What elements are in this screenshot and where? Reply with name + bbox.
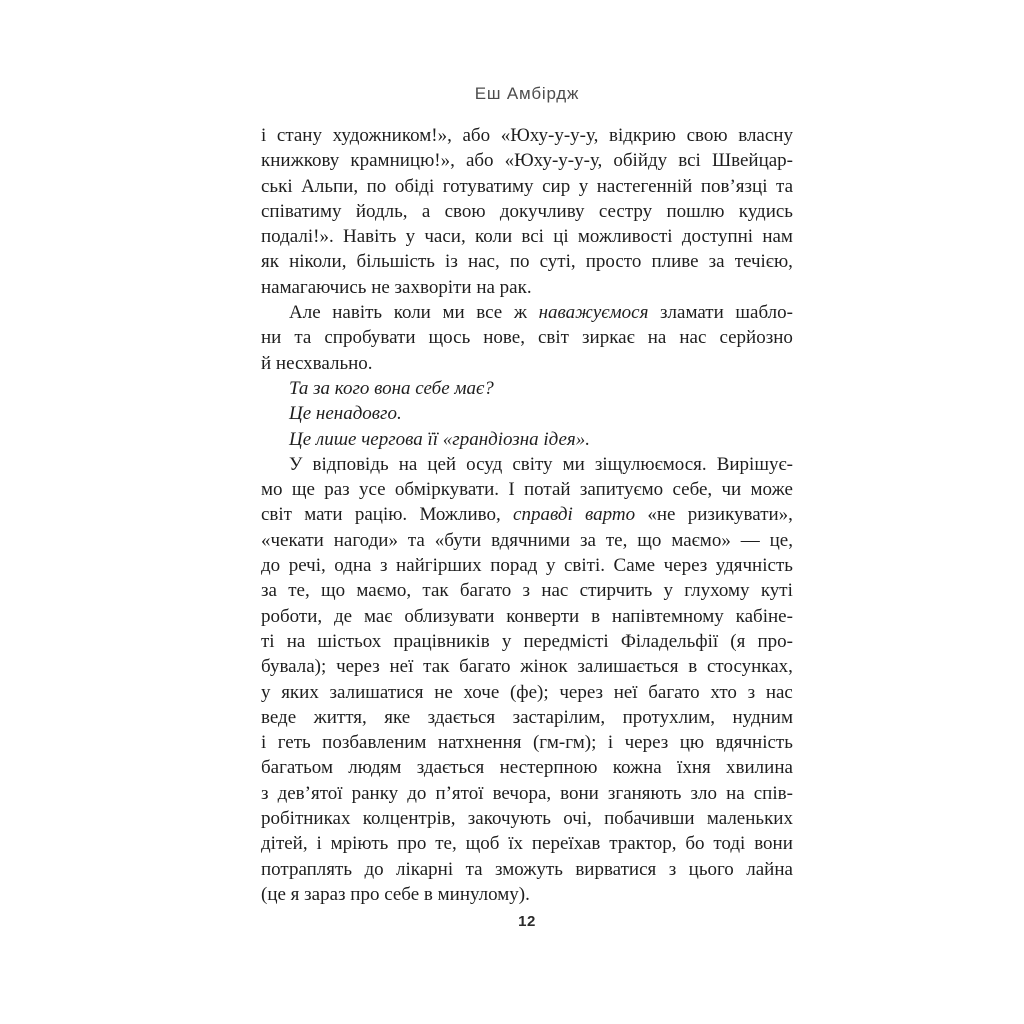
word: світ (261, 504, 292, 526)
word: застарілим, (512, 706, 606, 728)
word: співатиму (261, 200, 342, 222)
word: світі. (564, 555, 606, 577)
word: роботи, (261, 605, 323, 627)
word: в (591, 605, 601, 627)
word: що (320, 580, 346, 602)
text-line (261, 629, 793, 654)
word: мріють (330, 833, 389, 855)
word: з (522, 580, 531, 602)
word: себе, (672, 479, 713, 501)
word: бо (685, 833, 705, 855)
word: шістьох (317, 630, 382, 652)
paragraph (261, 376, 793, 401)
text-line (261, 351, 793, 376)
text-line (261, 376, 793, 401)
word: всі (678, 150, 701, 172)
word: а (421, 200, 431, 222)
word: можливості (577, 226, 673, 248)
word: нас (679, 327, 707, 349)
word: суті, (539, 251, 576, 273)
word: трактор, (609, 833, 677, 855)
word: Альпи, (301, 175, 359, 197)
word: може (750, 479, 793, 501)
word: веде (261, 706, 297, 728)
word: з (261, 782, 269, 804)
word: та (465, 858, 483, 880)
word: пливе (651, 251, 699, 273)
word: одна (334, 555, 372, 577)
paragraph (261, 427, 793, 452)
emphasized-word: наважуємося (538, 302, 649, 324)
emphasized-word: справді (513, 504, 573, 526)
word: коли (393, 302, 431, 324)
word: кожна (612, 757, 662, 779)
word: відкрию (608, 125, 676, 146)
word: вони (560, 782, 599, 804)
word: (фе); (509, 681, 549, 703)
word: речі, (288, 555, 326, 577)
body-text: намагаючись не захворіти на рак. (261, 276, 532, 298)
word: і (261, 732, 267, 754)
word: передмісті (523, 630, 609, 652)
emphasized-word: варто (585, 504, 636, 526)
word: здається (427, 706, 496, 728)
word: так (423, 656, 450, 678)
word: зламати (660, 302, 724, 324)
word: до (364, 858, 384, 880)
word: цю (679, 732, 705, 754)
word: ни (261, 327, 282, 349)
word: це, (769, 529, 793, 551)
word: позбавленим (322, 732, 427, 754)
word: шабло- (735, 302, 793, 324)
word: нудним (732, 706, 793, 728)
word: стосунках, (707, 656, 793, 678)
word: лікарні (396, 858, 454, 880)
word: найгірших (396, 555, 482, 577)
word: мо (261, 479, 283, 501)
word: неї (389, 656, 414, 678)
word: закочують (467, 808, 551, 830)
text-line (261, 755, 793, 780)
word: облизувати (404, 605, 495, 627)
word: пов’язці (700, 175, 768, 197)
word: просто (585, 251, 642, 273)
text-line (261, 654, 793, 679)
word: і (607, 732, 614, 754)
word: на (726, 782, 745, 804)
word: художником!», (332, 125, 452, 146)
word: по (509, 251, 530, 273)
word: свою (686, 125, 728, 146)
word: ризикувати», (687, 504, 793, 526)
text-line (261, 249, 793, 274)
word: у (261, 681, 271, 703)
word: де (334, 605, 353, 627)
word: настегенній (596, 175, 693, 197)
word: «Юху-у-у-у, (500, 125, 599, 146)
text-line (261, 401, 793, 426)
word: — (740, 529, 760, 551)
word: та (776, 175, 793, 197)
word: ж (513, 302, 527, 324)
word: робітниках (261, 808, 351, 830)
word: залишається (577, 656, 679, 678)
text-line (261, 528, 793, 553)
word: світу (512, 453, 553, 475)
word: удячність (715, 555, 793, 577)
word: життя, (313, 706, 367, 728)
word: зганяють (607, 782, 682, 804)
text-line (261, 806, 793, 831)
word: неї (613, 681, 638, 703)
word: глухому (684, 580, 750, 602)
word: вдячність (715, 732, 793, 754)
word: за (261, 580, 277, 602)
word: жінок (520, 656, 568, 678)
body-text: Це ненадовго. (289, 403, 402, 425)
word: коли (474, 226, 513, 248)
word: геть (277, 732, 311, 754)
word: (гм-гм); (532, 732, 597, 754)
word: вечора, (492, 782, 552, 804)
word: Філадельфії (620, 630, 719, 652)
word: світ (538, 327, 569, 349)
paragraph (261, 452, 793, 907)
paragraph (261, 123, 793, 300)
text-line (261, 199, 793, 224)
text-line (261, 857, 793, 882)
word: всі (521, 226, 544, 248)
word: ранку (351, 782, 399, 804)
text-line (261, 148, 793, 173)
word: часи, (424, 226, 466, 248)
word: цього (688, 858, 734, 880)
word: у (578, 175, 589, 197)
word: І (508, 479, 515, 501)
word: або (465, 150, 494, 172)
word: щоб (465, 833, 500, 855)
word: нагоди» (333, 529, 398, 551)
word: про (397, 833, 427, 855)
word: потраплять (261, 858, 352, 880)
word: книжкову (261, 150, 340, 172)
word: щось (428, 327, 471, 349)
word: стану (276, 125, 322, 146)
word: здається (416, 757, 485, 779)
text-line (261, 300, 793, 325)
word: запитуємо (579, 479, 664, 501)
word: «бути (434, 529, 482, 551)
word: кабіне- (735, 605, 793, 627)
word: нас, (467, 251, 500, 273)
word: натхнення (437, 732, 522, 754)
word: ці (553, 226, 569, 248)
word: сестру (598, 200, 653, 222)
word: у (501, 630, 512, 652)
word: йодль, (355, 200, 408, 222)
word: про- (757, 630, 793, 652)
body-text: (це я зараз про себе в минулому). (261, 883, 530, 905)
word: або (462, 125, 491, 146)
paragraph (261, 401, 793, 426)
word: доступні (681, 226, 754, 248)
text-line (261, 604, 793, 629)
word: потай (524, 479, 571, 501)
word: готуватиму (442, 175, 534, 197)
word: нове, (483, 327, 525, 349)
word: зможуть (494, 858, 563, 880)
word: багатьом (261, 757, 333, 779)
word: та (407, 529, 425, 551)
word: зіщулюємося. (594, 453, 707, 475)
word: У (289, 453, 303, 475)
word: хто (710, 681, 737, 703)
word: протухлим, (622, 706, 716, 728)
word: «не (647, 504, 676, 526)
word: в (688, 656, 698, 678)
word: хоче (463, 681, 500, 703)
word: ми (562, 453, 585, 475)
word: через (663, 555, 708, 577)
word: спробувати (324, 327, 416, 349)
page-number: 12 (518, 913, 536, 930)
word: рацію. (354, 504, 408, 526)
text-line (261, 325, 793, 350)
word: на (647, 327, 667, 349)
word: власну (738, 125, 793, 146)
text-line (261, 427, 793, 452)
word: конверти (506, 605, 580, 627)
word: Вирішує- (716, 453, 793, 475)
word: серйозно (719, 327, 793, 349)
word: течією, (734, 251, 793, 273)
word: по (366, 175, 387, 197)
word: куті (760, 580, 793, 602)
word: навіть (332, 302, 383, 324)
word: за (708, 251, 725, 273)
word: п’ятої (435, 782, 484, 804)
word: багато (459, 580, 512, 602)
word: нам (762, 226, 793, 248)
word: лайна (746, 858, 793, 880)
word: Але (289, 302, 321, 324)
word: до (261, 555, 281, 577)
word: кудись (738, 200, 793, 222)
word: Саме (613, 555, 656, 577)
word: зиркає (582, 327, 635, 349)
word: «Юху-у-у-у, (504, 150, 603, 172)
word: залишатися (329, 681, 424, 703)
word: більшість (356, 251, 435, 273)
word: маленьких (706, 808, 793, 830)
text-line (261, 174, 793, 199)
word: їхня (677, 757, 711, 779)
word: і (261, 125, 267, 146)
word: побачивши (604, 808, 695, 830)
word: Можливо, (419, 504, 501, 526)
text-line (261, 275, 793, 300)
word: порад (490, 555, 538, 577)
word: ські (261, 175, 293, 197)
word: Навіть (342, 226, 397, 248)
word: раз (324, 479, 350, 501)
word: до (407, 782, 427, 804)
word: «чекати (261, 529, 324, 551)
word: відповідь (312, 453, 389, 475)
word: докучливу (499, 200, 585, 222)
text-block (261, 123, 793, 907)
word: ми (442, 302, 465, 324)
word: осуд (466, 453, 503, 475)
word: обіді (394, 175, 435, 197)
word: ті (261, 630, 275, 652)
word: через (624, 732, 669, 754)
word: дев’ятої (277, 782, 343, 804)
word: спів- (753, 782, 793, 804)
text-line (261, 578, 793, 603)
word: пошлю (666, 200, 725, 222)
word: очі, (563, 808, 592, 830)
word: нас (541, 580, 569, 602)
word: бувала); (261, 656, 327, 678)
word: нас (765, 681, 793, 703)
word: з (747, 681, 756, 703)
text-line (261, 553, 793, 578)
word: людям (348, 757, 402, 779)
word: стирчить (579, 580, 653, 602)
text-line (261, 123, 793, 148)
word: обійду (613, 150, 668, 172)
word: за (580, 529, 596, 551)
word: нестерпною (499, 757, 598, 779)
word: вони (754, 833, 793, 855)
word: через (559, 681, 603, 703)
body-text: Це лише чергова її «грандіозна ідея». (289, 428, 591, 450)
text-line (261, 680, 793, 705)
word: з (668, 858, 677, 880)
word: ніколи, (289, 251, 347, 273)
word: те, (288, 580, 310, 602)
word: (я (730, 630, 746, 652)
word: те, (605, 529, 628, 551)
word: ще (291, 479, 315, 501)
word: вдячними (491, 529, 571, 551)
word: все (476, 302, 503, 324)
body-text: Та за кого вона себе має? (289, 377, 494, 399)
word: маємо» (671, 529, 731, 551)
word: колцентрів, (362, 808, 456, 830)
word: що (637, 529, 662, 551)
word: на (286, 630, 306, 652)
word: тоді (713, 833, 746, 855)
word: яких (281, 681, 319, 703)
word: у (663, 580, 674, 602)
text-line (261, 781, 793, 806)
word: не (434, 681, 453, 703)
word: подалі!». (261, 226, 334, 248)
running-head-author: Еш Амбірдж (474, 84, 580, 103)
text-line (261, 452, 793, 477)
word: обміркувати. (394, 479, 500, 501)
word: у (405, 226, 416, 248)
text-line (261, 730, 793, 755)
word: маємо, (356, 580, 412, 602)
word: мати (304, 504, 343, 526)
text-line (261, 224, 793, 249)
word: має (363, 605, 393, 627)
word: і (316, 833, 322, 855)
word: Швейцар- (711, 150, 793, 172)
word: на (398, 453, 418, 475)
word: їх (508, 833, 524, 855)
word: крамницю!», (350, 150, 455, 172)
word: цей (427, 453, 457, 475)
body-text: й несхвально. (261, 352, 373, 374)
word: зло (690, 782, 718, 804)
word: переїхав (531, 833, 601, 855)
word: свою (444, 200, 486, 222)
text-line (261, 705, 793, 730)
word: те, (435, 833, 457, 855)
word: багато (459, 656, 511, 678)
word: вирватися (575, 858, 657, 880)
word: чи (721, 479, 742, 501)
word: працівників (393, 630, 490, 652)
word: із (445, 251, 458, 273)
word: напівтемному (611, 605, 724, 627)
word: та (294, 327, 312, 349)
word: у (545, 555, 556, 577)
word: через (336, 656, 380, 678)
text-line (261, 882, 793, 907)
word: багато (648, 681, 700, 703)
text-line (261, 502, 793, 527)
text-line (261, 831, 793, 856)
word: як (261, 251, 279, 273)
word: яке (384, 706, 411, 728)
word: так (422, 580, 449, 602)
word: з (380, 555, 388, 577)
word: дітей, (261, 833, 308, 855)
text-line (261, 477, 793, 502)
word: сир (542, 175, 571, 197)
word: хвилина (726, 757, 793, 779)
word: усе (359, 479, 386, 501)
paragraph (261, 300, 793, 376)
